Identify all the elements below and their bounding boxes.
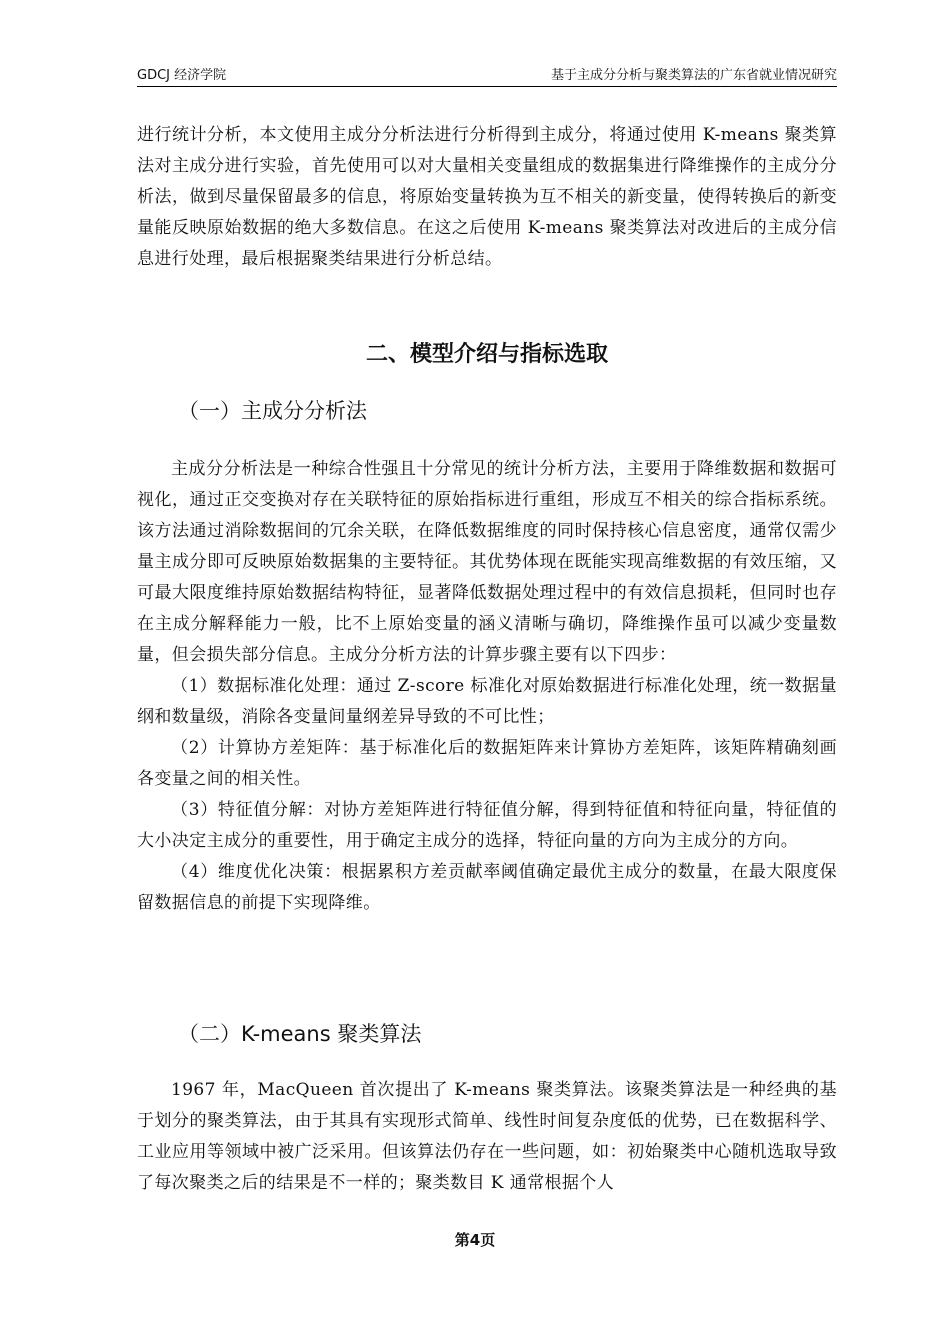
pca-step-2: （2）计算协方差矩阵：基于标准化后的数据矩阵来计算协方差矩阵，该矩阵精确刻画各变量之间的相关性。: [137, 738, 837, 789]
header-institution: GDCJ 经济学院: [137, 68, 227, 83]
kmeans-paragraph: 1967 年，MacQueen 首次提出了 K-means 聚类算法。该聚类算法是一种经典的基于划分的聚类算法，由于其具有实现形式简单、线性时间复杂度低的优势，已在数据科学、工业应用等领域中被广泛采用。但该算法仍存在一些问题，如：初始聚类中心随机选取导致了每次聚类之后的结果是不一样的；聚类数目 K 通常根据个人: [137, 1080, 837, 1193]
pca-content: [137, 454, 837, 919]
intro-paragraph-block: [137, 120, 837, 275]
header-paper-title: 基于主成分分析与聚类算法的广东省就业情况研究: [550, 68, 837, 83]
page-number: 第4页: [454, 1231, 496, 1249]
kmeans-content: [137, 1075, 837, 1199]
pca-step-3: （3）特征值分解：对协方差矩阵进行特征值分解，得到特征值和特征向量，特征值的大小决定主成分的重要性，用于确定主成分的选择，特征向量的方向为主成分的方向。: [137, 800, 837, 851]
pca-step-4: （4）维度优化决策：根据累积方差贡献率阈值确定最优主成分的数量，在最大限度保留数据信息的前提下实现降维。: [137, 862, 837, 913]
intro-paragraph: 进行统计分析，本文使用主成分分析法进行分析得到主成分，将通过使用 K-means 聚类算法对主成分进行实验，首先使用可以对大量相关变量组成的数据集进行降维操作的主成分分析法，做到尽量保留最多的信息，将原始变量转换为互不相关的新变量，使得转换后的新变量能反映原始数据的绝大多数信息。在这之后使用 K-means 聚类算法对改进后的主成分信息进行处理，最后根据聚类结果进行分析总结。: [137, 125, 837, 269]
pca-paragraph: 主成分分析法是一种综合性强且十分常见的统计分析方法，主要用于降维数据和数据可视化，通过正交变换对存在关联特征的原始指标进行重组，形成互不相关的综合指标系统。该方法通过消除数据间的冗余关联，在降低数据维度的同时保持核心信息密度，通常仅需少量主成分即可反映原始数据集的主要特征。其优势体现在既能实现高维数据的有效压缩，又可最大限度维持原始数据结构特征，显著降低数据处理过程中的有效信息损耗，但同时也存在主成分解释能力一般，比不上原始变量的涵义清晰与确切，降维操作虽可以减少变量数量，但会损失部分信息。主成分分析方法的计算步骤主要有以下四步：: [137, 459, 837, 665]
subsection-heading-pca: （一）主成分分析法: [178, 399, 367, 423]
subsection-heading-kmeans: （二）K-means 聚类算法: [178, 1022, 422, 1046]
section-title: 二、模型介绍与指标选取: [365, 342, 608, 367]
page-header: [137, 66, 837, 87]
pca-step-1: （1）数据标准化处理：通过 Z-score 标准化对原始数据进行标准化处理，统一数据量纲和数量级，消除各变量间量纲差异导致的不可比性；: [137, 676, 837, 727]
